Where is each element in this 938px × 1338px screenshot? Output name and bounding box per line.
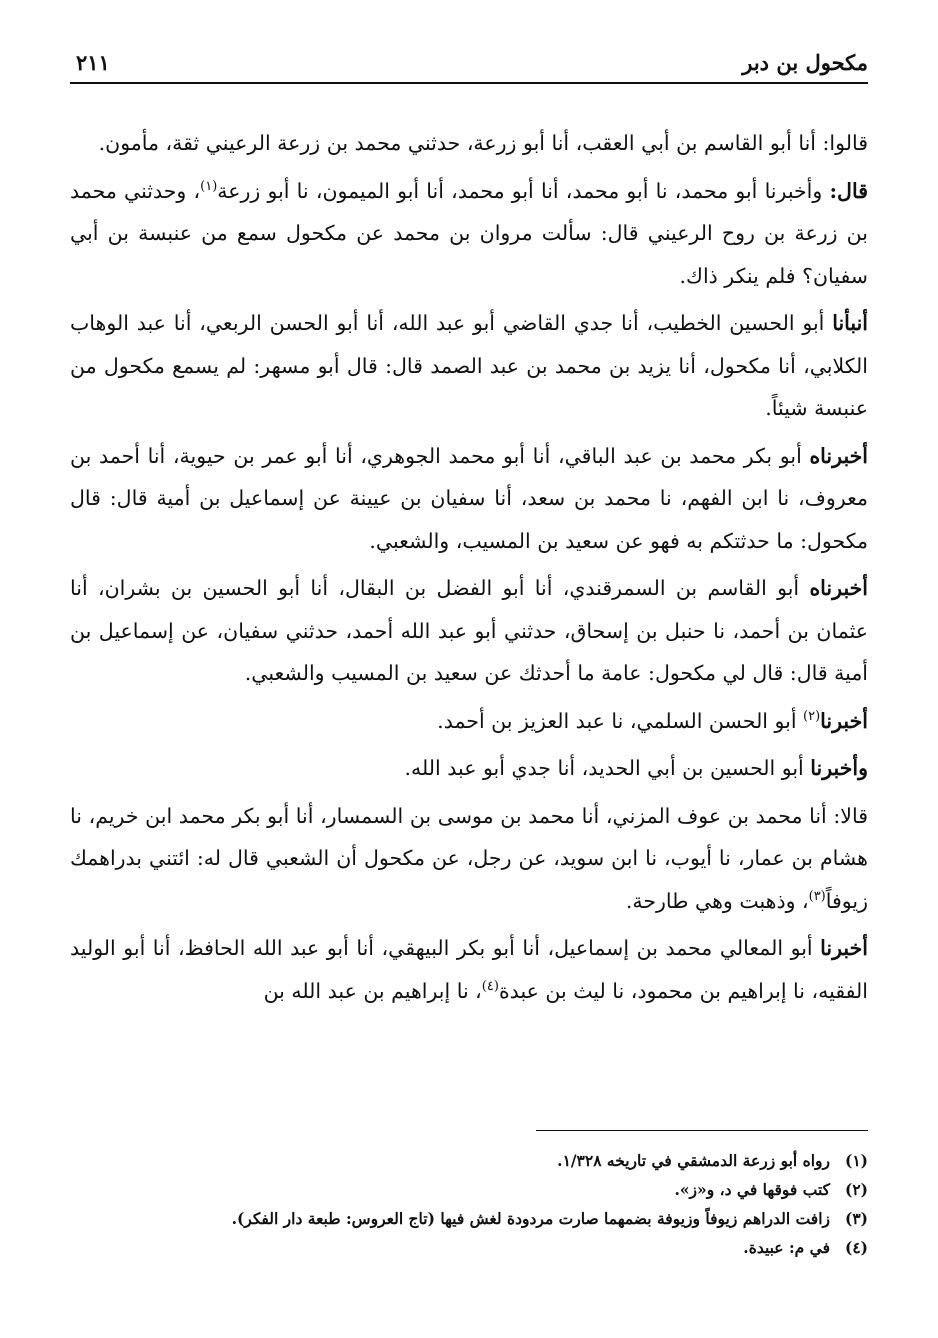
paragraph-lead: أخبرناه [809,443,868,468]
paragraph-5 [70,567,868,695]
page-number: ٢١١ [76,50,110,75]
footnotes [70,1146,868,1262]
paragraph-text: أبو المعالي محمد بن إسماعيل، أنا أبو بكر البيهقي، أنا أبو عبد الله الحافظ، أنا أبو الوليد الفقيه، نا إبراهيم بن محمود، نا ليث بن عبدة [70,936,868,1003]
paragraph-lead: أخبرناه [809,576,868,600]
running-head [70,38,868,84]
footnote-text: رواه أبو زرعة الدمشقي في تاريخه ١/٣٢٨. [557,1151,830,1170]
footnote-1 [70,1146,868,1175]
paragraph-lead: قال: [829,178,868,203]
paragraph-7 [70,747,868,790]
footnote-4 [70,1233,868,1262]
paragraph-1 [70,122,868,165]
paragraph-3 [70,302,868,430]
footnote-ref: (٣) [808,888,826,904]
paragraph-lead: أنبأنا [832,311,868,335]
footnote-text: كتب فوقها في د، و«ز». [674,1180,830,1199]
paragraph-text: قالوا: أنا أبو القاسم بن أبي العقب، أنا أبو زرعة، حدثني محمد بن زرعة الرعيني ثقة، مأمون. [98,131,868,155]
footnote-ref: (٢) [803,708,821,724]
footnote-text: في م: عبيدة. [743,1238,830,1257]
paragraph-text: أبو القاسم بن السمرقندي، أنا أبو الفضل بن البقال، أنا أبو الحسين بن بشران، أنا عثمان بن أحمد، نا حنبل بن إسحاق، حدثني أبو عبد الله أحمد، حدثني سفيان، عن إسماعيل بن أمية قال: قال لي مكحول: عامة ما أحدثك عن سعيد بن المسيب والشعبي. [70,576,868,685]
paragraph-6 [70,700,868,743]
footnote-2 [70,1175,868,1204]
paragraph-text-cont: ، وحدثني محمد بن زرعة بن روح الرعيني قال: سألت مروان بن محمد عن مكحول سمع من عنبسة بن أبي سفيان؟ فلم ينكر ذاك. [70,178,868,288]
paragraph-text: أبو بكر محمد بن عبد الباقي، أنا أبو محمد الجوهري، أنا أبو عمر بن حيوية، أنا أحمد بن معروف، نا ابن الفهم، نا محمد بن سعد، أنا سفيان بن عيينة عن إسماعيل بن أمية قال: قال مكحول: ما حدثتكم به فهو عن سعيد بن المسيب، والشعبي. [70,443,868,553]
footnote-number: (٢) [844,1180,868,1199]
footnote-ref: (٤) [481,978,499,994]
book-page [70,38,868,1268]
paragraph-text: قالا: أنا محمد بن عوف المزني، أنا محمد بن موسى بن السمسار، أنا أبو بكر محمد ابن خريم، نا هشام بن عمار، نا أيوب، نا ابن سويد، عن رجل، عن مكحول أن الشعبي قال له: ائتني بدراهمك زيوفاً [70,803,868,913]
paragraph-text: وأخبرنا أبو محمد، نا أبو محمد، أنا أبو محمد، أنا أبو الميمون، نا أبو زرعة [217,178,830,203]
paragraph-text-cont: ، نا إبراهيم بن عبد الله بن [263,978,482,1003]
footnote-3 [70,1204,868,1233]
footnote-number: (٣) [844,1209,868,1228]
paragraph-text-cont: ، وذهبت وهي طارحة. [625,888,809,913]
paragraph-lead: أخبرنا [820,936,868,960]
paragraph-text: أبو الحسن السلمي، نا عبد العزيز بن أحمد. [437,708,804,733]
footnote-divider [536,1130,868,1131]
paragraph-4 [70,435,868,563]
footnote-number: (١) [844,1151,868,1170]
paragraph-2 [70,170,868,298]
body-text [70,122,868,1017]
paragraph-text: أبو الحسين بن أبي الحديد، أنا جدي أبو عبد الله. [404,756,811,780]
paragraph-lead: أخبرنا [820,708,868,733]
footnote-text: زافت الدراهم زيوفاً وزيوفة بضمهما صارت مردودة لغش فيها (تاج العروس: طبعة دار الفكر). [231,1209,830,1228]
paragraph-8 [70,795,868,923]
paragraph-lead: وأخبرنا [810,756,868,780]
running-title: مكحول بن دبر [742,50,868,75]
footnote-ref: (١) [200,178,218,194]
paragraph-text: أبو الحسين الخطيب، أنا جدي القاضي أبو عبد الله، أنا أبو الحسن الربعي، أنا عبد الوهاب الكلابي، أنا مكحول، أنا يزيد بن محمد بن عبد الصمد قال: قال أبو مسهر: لم يسمع مكحول من عنبسة شيئاً. [70,311,868,420]
footnote-number: (٤) [844,1238,868,1257]
paragraph-9 [70,927,868,1012]
